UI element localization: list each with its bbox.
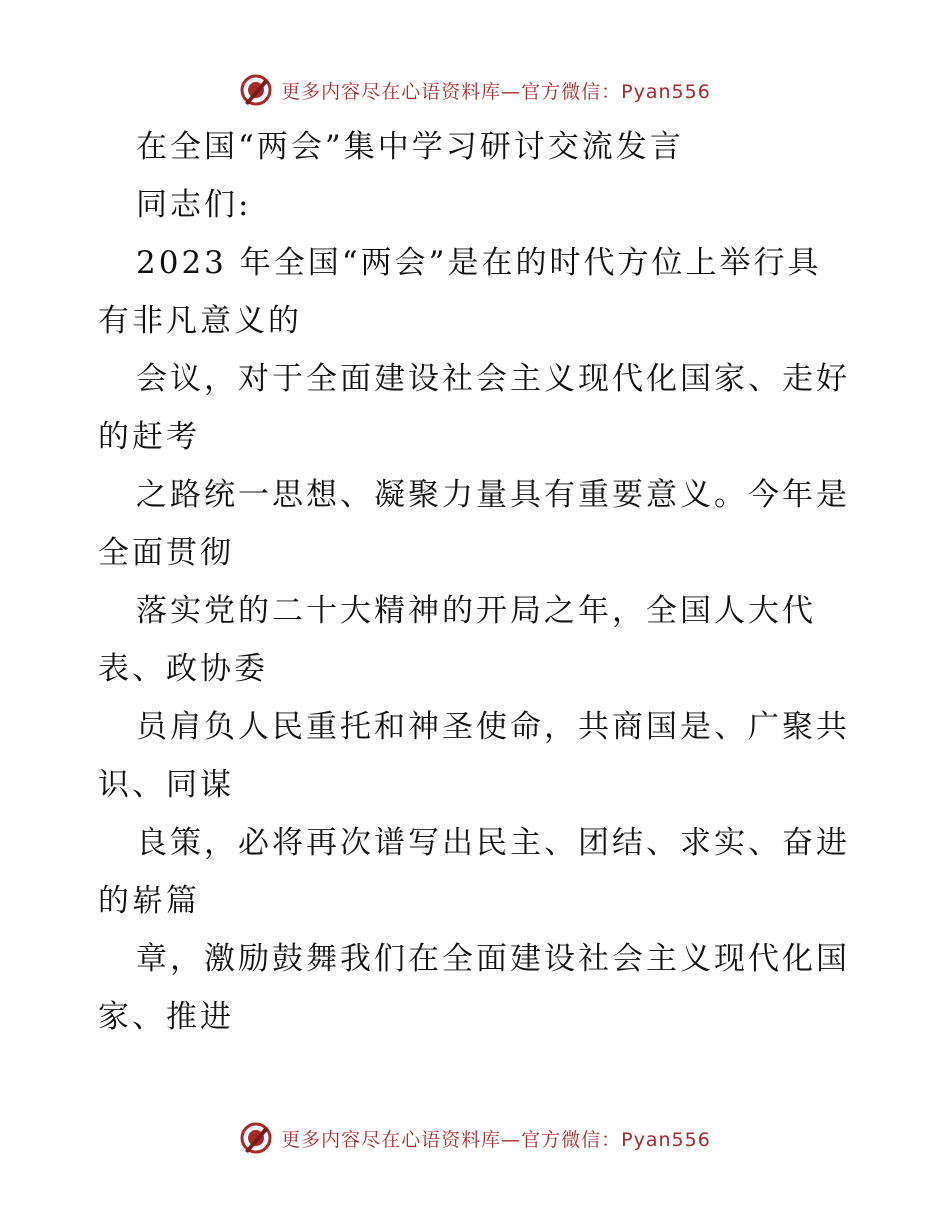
text-line: 同志们:	[136, 187, 252, 223]
text-line: 的赶考	[98, 419, 200, 455]
text-line: 之路统一思想、凝聚力量具有重要意义。今年是	[136, 477, 850, 513]
watermark-text: 更多内容尽在心语资料库—官方微信：Pyan556	[281, 80, 711, 103]
text-line: 识、同谋	[98, 767, 234, 803]
text-line: 有非凡意义的	[98, 303, 302, 339]
watermark-text: 更多内容尽在心语资料库—官方微信：Pyan556	[281, 1128, 711, 1151]
text-line: 章，激励鼓舞我们在全面建设社会主义现代化国	[136, 941, 850, 977]
text-line: 家、推进	[98, 999, 234, 1035]
document-body	[98, 118, 858, 1046]
footer-watermark	[0, 1116, 950, 1160]
text-line: 全面贯彻	[98, 535, 234, 571]
quill-logo-icon	[239, 73, 273, 107]
text-line: 员肩负人民重托和神圣使命，共商国是、广聚共	[136, 709, 850, 745]
quill-logo-icon	[239, 1121, 273, 1155]
header-watermark	[0, 68, 950, 112]
text-line: 的崭篇	[98, 883, 200, 919]
document-title: 在全国“两会”集中学习研讨交流发言	[136, 129, 684, 165]
text-line: 表、政协委	[98, 651, 268, 687]
text-line: 良策，必将再次谱写出民主、团结、求实、奋进	[136, 825, 850, 861]
text-line: 落实党的二十大精神的开局之年，全国人大代	[136, 593, 816, 629]
text-line: 会议，对于全面建设社会主义现代化国家、走好	[136, 361, 850, 397]
text-line: 2023 年全国“两会”是在的时代方位上举行具	[136, 245, 822, 281]
